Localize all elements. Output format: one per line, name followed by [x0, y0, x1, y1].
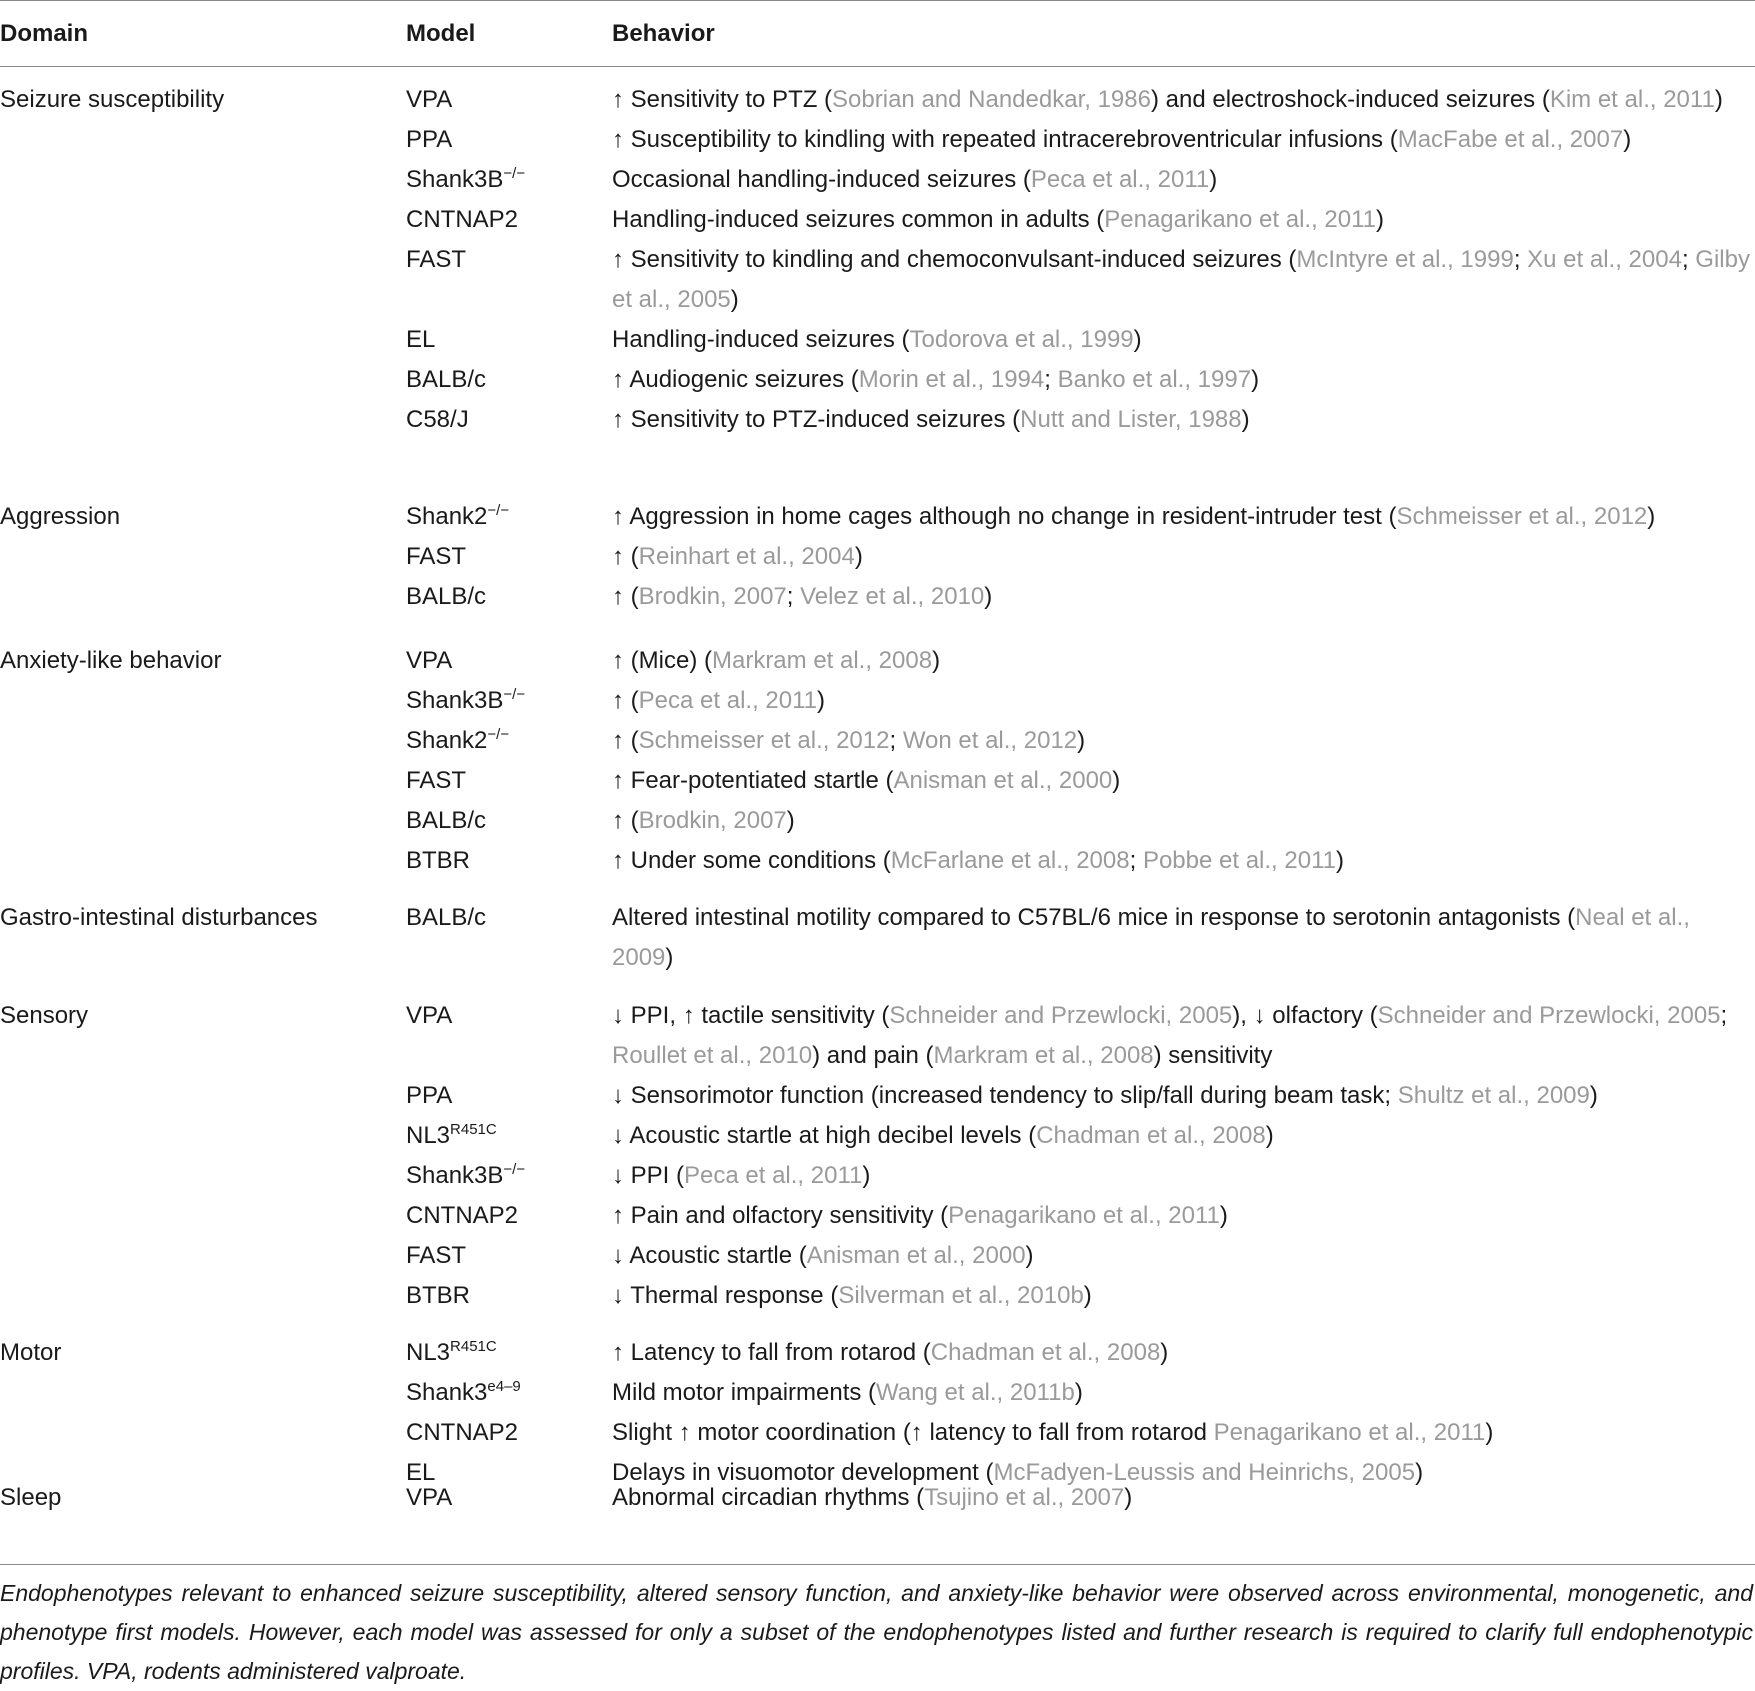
citation-link[interactable]: Anisman et al., 2000 [806, 1242, 1026, 1269]
domain-cell: Sensory [0, 1002, 89, 1029]
behavior-cell: ↓ PPI, ↑ tactile sensitivity (Schneider and Przewlocki, 2005), ↓ olfactory (Schneider and Przewlocki, 2005; Roullet et al., 2010) and pain (Markram et al., 2008) sensitivity [612, 1002, 1728, 1069]
behavior-cell: ↑ (Brodkin, 2007) [612, 807, 795, 834]
domain-group [0, 996, 1755, 1316]
behavior-cell: Handling-induced seizures (Todorova et al., 1999) [612, 326, 1142, 353]
table-row [0, 200, 1755, 240]
behavior-cell: ↑ Sensitivity to kindling and chemoconvulsant-induced seizures (McIntyre et al., 1999; Xu et al., 2004; Gilby et al., 2005) [612, 246, 1750, 313]
behavior-cell: ↑ Aggression in home cages although no change in resident-intruder test (Schmeisser et al., 2012) [612, 503, 1656, 530]
behavior-cell: Mild motor impairments (Wang et al., 2011b) [612, 1379, 1083, 1406]
table-row [0, 898, 1755, 978]
model-superscript: −/− [503, 1161, 526, 1178]
behavior-cell: ↑ Under some conditions (McFarlane et al., 2008; Pobbe et al., 2011) [612, 847, 1344, 874]
table-row [0, 120, 1755, 160]
table-row [0, 497, 1755, 537]
table-row [0, 681, 1755, 721]
behavior-cell: ↓ Sensorimotor function (increased tendency to slip/fall during beam task; Shultz et al., 2009) [612, 1082, 1598, 1109]
behavior-cell: ↑ Susceptibility to kindling with repeated intracerebroventricular infusions (MacFabe et al., 2007) [612, 126, 1632, 153]
citation-link[interactable]: Nutt and Lister, 1988 [1020, 406, 1242, 433]
behavior-cell: ↑ Audiogenic seizures (Morin et al., 1994; Banko et al., 1997) [612, 366, 1260, 393]
citation-link[interactable]: Peca et al., 2011 [684, 1162, 863, 1189]
citation-link[interactable]: Xu et al., 2004 [1527, 246, 1682, 273]
citation-link[interactable]: Todorova et al., 1999 [909, 326, 1134, 353]
model-superscript: −/− [487, 502, 510, 519]
column-header-domain: Domain [0, 20, 89, 47]
model-cell: VPA [406, 647, 453, 674]
model-cell: Shank2−/− [406, 502, 510, 530]
model-cell: FAST [406, 543, 467, 570]
table-row [0, 1413, 1755, 1453]
behavior-cell: ↑ (Peca et al., 2011) [612, 687, 826, 714]
model-cell: Shank3B−/− [406, 686, 526, 714]
behavior-cell: Delays in visuomotor development (McFadyen-Leussis and Heinrichs, 2005) [612, 1459, 1424, 1486]
model-cell: BALB/c [406, 904, 487, 931]
domain-group [0, 1333, 1755, 1493]
column-header-behavior: Behavior [612, 20, 715, 47]
model-cell: BALB/c [406, 807, 487, 834]
column-header-model: Model [406, 20, 476, 47]
top-rule [0, 0, 1755, 1]
citation-link[interactable]: McFarlane et al., 2008 [890, 847, 1130, 874]
citation-link[interactable]: Silverman et al., 2010b [838, 1282, 1084, 1309]
table-row [0, 160, 1755, 200]
citation-link[interactable]: MacFabe et al., 2007 [1397, 126, 1624, 153]
model-cell: CNTNAP2 [406, 1202, 519, 1229]
model-cell: BTBR [406, 1282, 471, 1309]
table-row [0, 1236, 1755, 1276]
table-row [0, 1156, 1755, 1196]
model-superscript: R451C [450, 1338, 497, 1355]
header-rule [0, 66, 1755, 67]
table-row [0, 1076, 1755, 1116]
table-row [0, 641, 1755, 681]
citation-link[interactable]: Schneider and Przewlocki, 2005 [1377, 1002, 1721, 1029]
table-caption: Endophenotypes relevant to enhanced seizure susceptibility, altered sensory function, and anxiety-like behavior were observed across environmental, monogenetic, and phenotype first models. However, each model was assessed for only a subset of the endophenotypes listed and further research is required to clarify full endophenotypic profiles. VPA, rodents administered valproate. [0, 1580, 1753, 1684]
table-row [0, 996, 1755, 1076]
behavior-cell: ↑ Fear-potentiated startle (Anisman et al., 2000) [612, 767, 1121, 794]
behavior-cell: Handling-induced seizures common in adults (Penagarikano et al., 2011) [612, 206, 1385, 233]
model-cell: FAST [406, 246, 467, 273]
citation-link[interactable]: McFadyen-Leussis and Heinrichs, 2005 [993, 1459, 1416, 1486]
citation-link[interactable]: Penagarikano et al., 2011 [1104, 206, 1377, 233]
citation-link[interactable]: Reinhart et al., 2004 [638, 543, 855, 570]
behavior-cell: ↑ (Brodkin, 2007; Velez et al., 2010) [612, 583, 993, 610]
domain-group [0, 80, 1755, 440]
citation-link[interactable]: Roullet et al., 2010 [612, 1042, 813, 1069]
model-cell: BALB/c [406, 583, 487, 610]
citation-link[interactable]: Peca et al., 2011 [638, 687, 818, 714]
citation-link[interactable]: Markram et al., 2008 [711, 647, 933, 674]
citation-link[interactable]: Chadman et al., 2008 [930, 1339, 1161, 1366]
domain-group [0, 497, 1755, 617]
domain-group [0, 641, 1755, 881]
table-row [0, 1276, 1755, 1316]
model-superscript: −/− [503, 686, 526, 703]
model-superscript: e4–9 [487, 1378, 521, 1395]
table-row [0, 1478, 1755, 1518]
citation-link[interactable]: Gilby et al., 2005 [612, 246, 1750, 313]
table-row [0, 801, 1755, 841]
domain-cell: Gastro-intestinal disturbances [0, 904, 318, 931]
citation-link[interactable]: Morin et al., 1994 [858, 366, 1045, 393]
model-cell: VPA [406, 1484, 453, 1511]
model-cell: VPA [406, 1002, 453, 1029]
table-row [0, 240, 1755, 320]
model-cell: BTBR [406, 847, 471, 874]
behavior-cell: ↓ Thermal response (Silverman et al., 2010b) [612, 1282, 1092, 1309]
behavior-cell: ↑ (Schmeisser et al., 2012; Won et al., 2012) [612, 727, 1086, 754]
behavior-cell: ↑ (Reinhart et al., 2004) [612, 543, 863, 570]
table-row [0, 761, 1755, 801]
citation-link[interactable]: Schmeisser et al., 2012 [1396, 503, 1648, 530]
citation-link[interactable]: Banko et al., 1997 [1057, 366, 1252, 393]
model-cell: CNTNAP2 [406, 206, 519, 233]
citation-link[interactable]: Won et al., 2012 [902, 727, 1078, 754]
behavior-cell: Abnormal circadian rhythms (Tsujino et al., 2007) [612, 1484, 1133, 1511]
bottom-rule [0, 1564, 1755, 1565]
model-cell: EL [406, 326, 436, 353]
behavior-cell: Occasional handling-induced seizures (Peca et al., 2011) [612, 166, 1218, 193]
citation-link[interactable]: Chadman et al., 2008 [1036, 1122, 1266, 1149]
model-cell: FAST [406, 1242, 467, 1269]
model-cell: EL [406, 1459, 436, 1486]
model-cell: Shank3B−/− [406, 1161, 526, 1189]
model-superscript: −/− [487, 726, 510, 743]
table-row [0, 841, 1755, 881]
behavior-cell: ↓ PPI (Peca et al., 2011) [612, 1162, 871, 1189]
citation-link[interactable]: Brodkin, 2007 [638, 807, 787, 834]
behavior-cell: Slight ↑ motor coordination (↑ latency to fall from rotarod Penagarikano et al., 2011) [612, 1419, 1494, 1446]
citation-link[interactable]: Penagarikano et al., 2011 [1213, 1419, 1486, 1446]
table-row [0, 577, 1755, 617]
table-row [0, 360, 1755, 400]
behavior-cell: ↑ (Mice) (Markram et al., 2008) [612, 647, 941, 674]
citation-link[interactable]: Peca et al., 2011 [1030, 166, 1210, 193]
table-row [0, 1196, 1755, 1236]
model-cell: $NL3^{R451C}$ [406, 1121, 497, 1149]
citation-link[interactable]: Brodkin, 2007 [638, 583, 787, 610]
domain-cell: Sleep [0, 1484, 62, 1511]
table-row [0, 80, 1755, 120]
model-cell: Shank2−/− [406, 726, 510, 754]
citation-link[interactable]: Schmeisser et al., 2012 [638, 727, 890, 754]
table-row [0, 400, 1755, 440]
behavior-cell: ↓ Acoustic startle (Anisman et al., 2000) [612, 1242, 1034, 1269]
behavior-cell: ↓ Acoustic startle at high decibel levels (Chadman et al., 2008) [612, 1122, 1274, 1149]
behavior-cell: Altered intestinal motility compared to C57BL/6 mice in response to serotonin antagonists (Neal et al., 2009) [612, 904, 1690, 971]
citation-link[interactable]: Pobbe et al., 2011 [1142, 847, 1336, 874]
citation-link[interactable]: McIntyre et al., 1999 [1296, 246, 1514, 273]
model-cell: BALB/c [406, 366, 487, 393]
behavior-cell: ↑ Sensitivity to PTZ-induced seizures (Nutt and Lister, 1988) [612, 406, 1250, 433]
citation-link[interactable]: Velez et al., 2010 [800, 583, 985, 610]
citation-link[interactable]: Shultz et al., 2009 [1397, 1082, 1590, 1109]
table-row [0, 1373, 1755, 1413]
model-cell: PPA [406, 126, 453, 153]
citation-link[interactable]: Penagarikano et al., 2011 [948, 1202, 1220, 1229]
citation-link[interactable]: Tsujino et al., 2007 [924, 1484, 1125, 1511]
model-cell: $Shank3^{e4-9}$ [406, 1378, 521, 1406]
table-row [0, 721, 1755, 761]
citation-link[interactable]: Sobrian and Nandedkar, 1986 [832, 86, 1151, 113]
citation-link[interactable]: Anisman et al., 2000 [893, 767, 1113, 794]
model-cell: CNTNAP2 [406, 1419, 519, 1446]
domain-cell: Seizure susceptibility [0, 86, 225, 113]
domain-cell: Motor [0, 1339, 62, 1366]
domain-cell: Anxiety-like behavior [0, 647, 222, 674]
model-cell: C58/J [406, 406, 469, 433]
table-row [0, 1333, 1755, 1373]
citation-link[interactable]: Kim et al., 2011 [1549, 86, 1715, 113]
domain-group [0, 898, 1755, 978]
citation-link[interactable]: Wang et al., 2011b [876, 1379, 1075, 1406]
behavior-cell: ↑ Sensitivity to PTZ (Sobrian and Nandedkar, 1986) and electroshock-induced seizures (Kim et al., 2011) [612, 86, 1723, 113]
model-cell: FAST [406, 767, 467, 794]
model-cell: $NL3^{R451C}$ [406, 1338, 497, 1366]
behavior-cell: ↑ Latency to fall from rotarod (Chadman et al., 2008) [612, 1339, 1169, 1366]
table-row [0, 537, 1755, 577]
model-cell: Shank3B−/− [406, 165, 526, 193]
citation-link[interactable]: Schneider and Przewlocki, 2005 [889, 1002, 1233, 1029]
table-row [0, 1116, 1755, 1156]
model-superscript: R451C [450, 1121, 497, 1138]
domain-cell: Aggression [0, 503, 121, 530]
table-row [0, 320, 1755, 360]
citation-link[interactable]: Markram et al., 2008 [933, 1042, 1154, 1069]
model-superscript: −/− [503, 165, 526, 182]
domain-group [0, 1478, 1755, 1518]
model-cell: PPA [406, 1082, 453, 1109]
behavior-cell: ↑ Pain and olfactory sensitivity (Penagarikano et al., 2011) [612, 1202, 1228, 1229]
citation-link[interactable]: Neal et al., 2009 [612, 904, 1690, 971]
model-cell: VPA [406, 86, 453, 113]
